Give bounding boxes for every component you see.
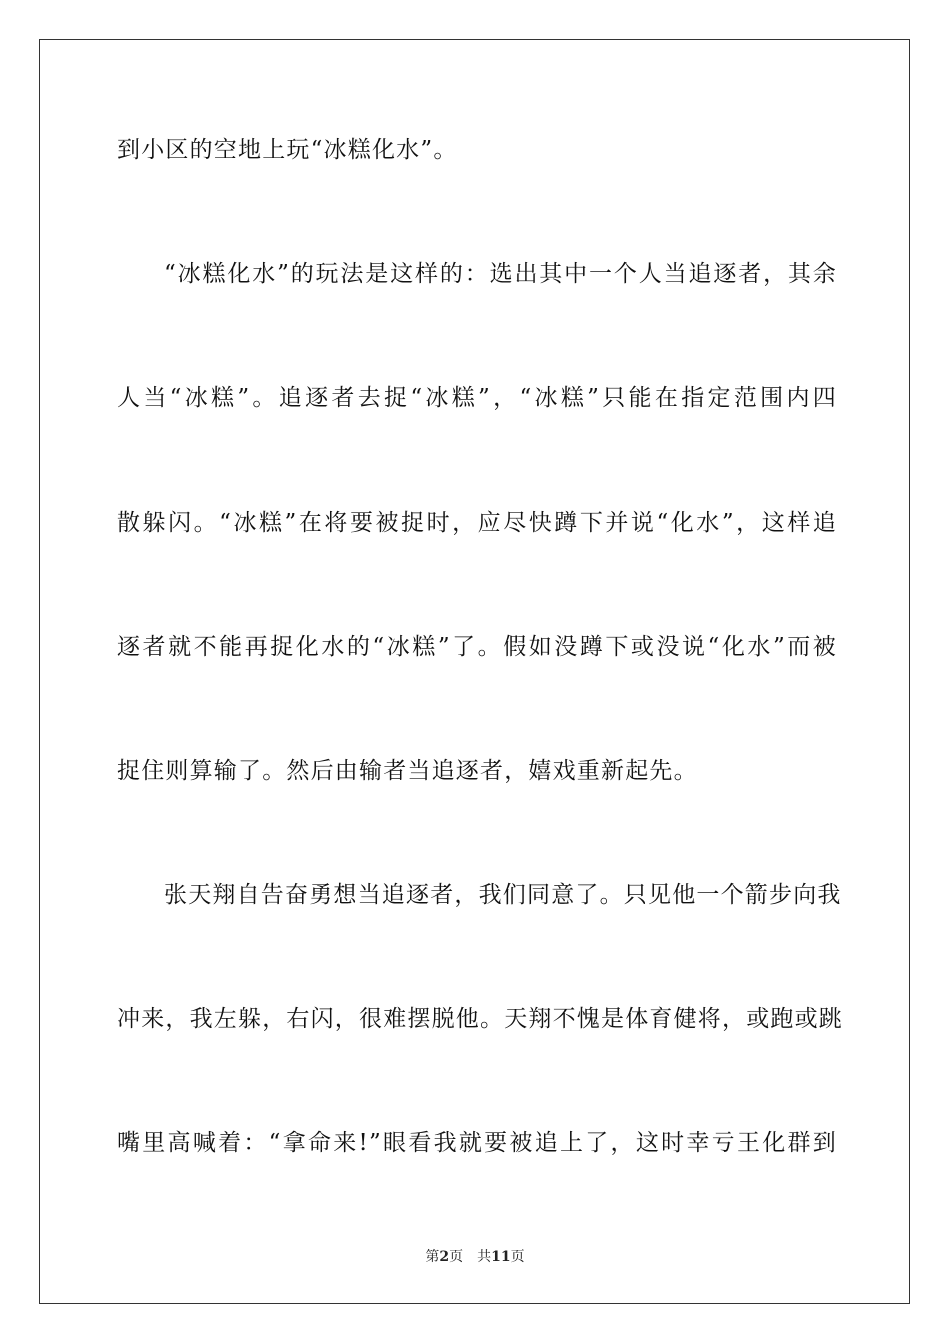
text-line-4: 散躲闪。“冰糕”在将要被捉时，应尽快蹲下并说“化水”，这样追 <box>117 510 837 536</box>
text-line-9: 嘴里高喊着：“拿命来!”眼看我就要被追上了，这时幸亏王化群到 <box>117 1130 837 1156</box>
total-pages: 11 <box>491 1249 511 1265</box>
text-line-6: 捉住则算输了。然后由输者当追逐者，嬉戏重新起先。 <box>117 758 698 784</box>
page-border <box>39 39 910 1304</box>
text-line-2: “冰糕化水”的玩法是这样的：选出其中一个人当追逐者，其余 <box>164 261 837 287</box>
text-line-8: 冲来，我左躲，右闪，很难摆脱他。天翔不愧是体育健将，或跑或跳 <box>117 1006 843 1032</box>
text-line-7: 张天翔自告奋勇想当追逐者，我们同意了。只见他一个箭步向我 <box>164 882 842 908</box>
text-line-3: 人当“冰糕”。追逐者去捉“冰糕”，“冰糕”只能在指定范围内四 <box>117 385 837 411</box>
page-number: 2 <box>439 1249 450 1265</box>
page-prefix: 第 <box>425 1249 440 1265</box>
page-suffix: 页 <box>449 1249 464 1265</box>
text-line-1: 到小区的空地上玩“冰糕化水”。 <box>117 137 458 163</box>
page-footer <box>0 1248 950 1266</box>
total-prefix: 共 <box>477 1249 492 1265</box>
total-suffix: 页 <box>510 1249 525 1265</box>
text-line-5: 逐者就不能再捉化水的“冰糕”了。假如没蹲下或没说“化水”而被 <box>117 634 837 660</box>
